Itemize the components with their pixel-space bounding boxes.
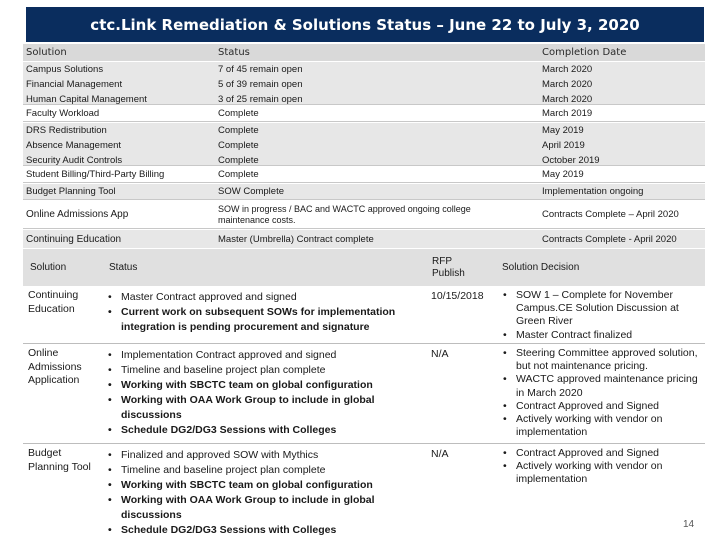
summary-group: [23, 123, 705, 166]
summary-date: May 2019: [542, 169, 584, 180]
summary-header-row: [23, 44, 705, 61]
summary-status: SOW in progress / BAC and WACTC approved ongoing college maintenance costs.: [218, 204, 471, 225]
summary-status: 3 of 25 remain open: [218, 94, 303, 105]
summary-status: 7 of 45 remain open: [218, 64, 303, 75]
summary-date: May 2019: [542, 125, 584, 136]
detail-solution: Online Admissions Application: [28, 347, 82, 386]
decision-bullet: • SOW 1 – Complete for November Campus.CE Solution Discussion at Green River: [501, 289, 701, 329]
summary-group: [23, 230, 705, 248]
status-bullet: • Working with SBCTC team on global configuration: [106, 478, 416, 493]
summary-date: March 2020: [542, 64, 593, 75]
summary-solution: Human Capital Management: [26, 94, 147, 105]
summary-solution: DRS Redistribution: [26, 125, 107, 136]
summary-row: [23, 77, 705, 92]
summary-date: October 2019: [542, 155, 600, 166]
summary-date: March 2020: [542, 94, 593, 105]
detail-header-status: Status: [109, 262, 138, 273]
summary-status: SOW Complete: [218, 186, 284, 197]
detail-rfp: N/A: [431, 448, 449, 460]
detail-decision: [501, 447, 701, 487]
page-title: ctc.Link Remediation & Solutions Status – June 22 to July 3, 2020: [26, 7, 704, 42]
summary-solution: Absence Management: [26, 140, 122, 151]
summary-date: March 2020: [542, 79, 593, 90]
decision-bullet: • Contract Approved and Signed: [501, 447, 701, 460]
detail-row-continuing-education: [23, 286, 705, 344]
detail-header-rfp: RFP Publish: [432, 256, 465, 279]
summary-group: [23, 201, 705, 229]
status-bullet: • Master Contract approved and signed: [106, 290, 416, 305]
summary-group: [23, 167, 705, 183]
decision-bullet: • WACTC approved maintenance pricing in March 2020: [501, 373, 701, 399]
detail-rfp: 10/15/2018: [431, 290, 484, 302]
summary-solution: Student Billing/Third-Party Billing: [26, 169, 165, 180]
detail-solution: Continuing Education: [28, 289, 79, 315]
summary-group: [23, 184, 705, 200]
summary-header-solution: Solution: [26, 46, 67, 58]
status-bullet: • Working with OAA Work Group to include in global discussions: [106, 493, 416, 523]
summary-status: Master (Umbrella) Contract complete: [218, 233, 374, 245]
summary-date: Implementation ongoing: [542, 186, 644, 197]
status-bullet: • Timeline and baseline project plan complete: [106, 463, 416, 478]
detail-status: [106, 348, 416, 438]
status-bullet: • Current work on subsequent SOWs for implementation integration is pending procurement and signature: [106, 305, 416, 335]
summary-date: April 2019: [542, 140, 585, 151]
detail-header-solution: Solution: [30, 262, 67, 273]
summary-row: [23, 153, 705, 168]
decision-bullet: • Contract Approved and Signed: [501, 400, 701, 413]
detail-solution: Budget Planning Tool: [28, 447, 91, 473]
summary-solution: Faculty Workload: [26, 108, 100, 119]
summary-status: 5 of 39 remain open: [218, 79, 303, 90]
summary-solution: Budget Planning Tool: [26, 186, 116, 197]
summary-solution: Security Audit Controls: [26, 155, 123, 166]
status-bullet: • Working with SBCTC team on global configuration: [106, 378, 416, 393]
detail-status: [106, 290, 416, 335]
page-number: 14: [683, 519, 695, 530]
summary-solution: Campus Solutions: [26, 64, 104, 75]
summary-status: Complete: [218, 155, 259, 166]
summary-header-completion: Completion Date: [542, 46, 627, 58]
detail-header-row: [23, 249, 705, 286]
status-bullet: • Schedule DG2/DG3 Sessions with Colleges: [106, 523, 416, 538]
detail-decision: [501, 347, 701, 439]
detail-decision: [501, 289, 701, 342]
status-bullet: • Implementation Contract approved and signed: [106, 348, 416, 363]
status-bullet: • Timeline and baseline project plan complete: [106, 363, 416, 378]
detail-row-online-admissions: [23, 344, 705, 444]
detail-status: [106, 448, 416, 538]
status-bullet: • Finalized and approved SOW with Mythics: [106, 448, 416, 463]
summary-date: March 2019: [542, 108, 593, 119]
summary-status: Complete: [218, 108, 259, 119]
status-bullet: • Schedule DG2/DG3 Sessions with Colleges: [106, 423, 416, 438]
summary-row: [23, 123, 705, 138]
summary-row: [23, 138, 705, 153]
detail-rfp: N/A: [431, 348, 449, 360]
summary-group: [23, 62, 705, 105]
summary-date: Contracts Complete - April 2020: [542, 233, 677, 245]
status-bullet: • Working with OAA Work Group to include in global discussions: [106, 393, 416, 423]
detail-header-decision: Solution Decision: [502, 262, 580, 273]
summary-row: [23, 92, 705, 107]
decision-bullet: • Actively working with vendor on implementation: [501, 413, 701, 439]
summary-header-status: Status: [218, 46, 250, 58]
decision-bullet: • Master Contract finalized: [501, 329, 701, 342]
decision-bullet: • Steering Committee approved solution, but not maintenance pricing.: [501, 347, 701, 373]
detail-row-budget-planning: [23, 444, 705, 540]
summary-solution: Financial Management: [26, 79, 123, 90]
summary-date: Contracts Complete – April 2020: [542, 209, 679, 220]
summary-status: Complete: [218, 140, 259, 151]
summary-status: Complete: [218, 169, 259, 180]
summary-solution: Online Admissions App: [26, 209, 129, 220]
decision-bullet: • Actively working with vendor on implementation: [501, 460, 701, 486]
summary-status: Complete: [218, 125, 259, 136]
summary-solution: Continuing Education: [26, 233, 122, 245]
summary-group: [23, 106, 705, 122]
summary-row: [23, 62, 705, 77]
